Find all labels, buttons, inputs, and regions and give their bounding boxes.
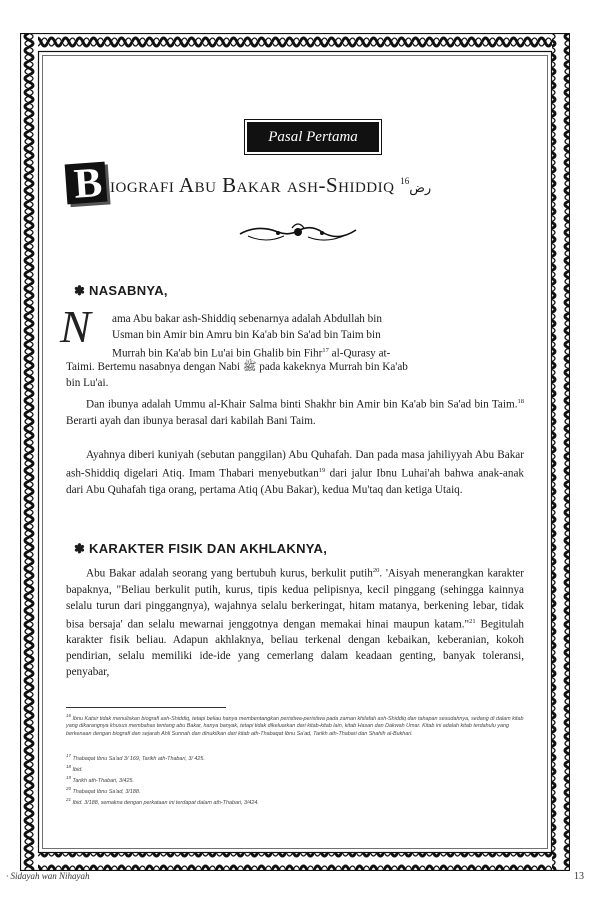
footnote-ref: 17 — [322, 347, 329, 354]
paragraph-line: Usman bin Amir bin Amru bin Ka'ab bin Sa'ad bin Taim bin — [112, 329, 381, 341]
title-text — [110, 173, 431, 198]
paragraph-line-text: Murrah bin Ka'ab bin Lu'ai bin Ghalib bin Fihr — [112, 347, 323, 360]
flourish-ornament-icon — [238, 222, 358, 246]
title-honorific: رض — [409, 180, 432, 195]
page-number: 13 — [574, 871, 584, 882]
footnote-ref: 20 — [372, 567, 380, 574]
paragraph-text: Abu Bakar adalah seorang yang bertubuh kurus, berkulit putih — [86, 567, 373, 580]
paragraph — [66, 394, 524, 429]
footnote-separator — [66, 707, 226, 708]
paragraph-line: ama Abu bakar ash-Shiddiq sebenarnya adalah Abdullah bin — [112, 313, 382, 325]
paragraph-line: bin Lu'ai. — [66, 377, 109, 389]
footnote — [66, 752, 526, 763]
chapter-title — [66, 159, 536, 213]
chapter-banner: Pasal Pertama — [247, 122, 379, 152]
footnote-number: 19 — [66, 775, 72, 780]
paragraph-text: . 'Aisyah menerangkan karakter bapaknya, "Beliau berkulit putih, kurus, tipis kedua pelipisnya, kecil pinggang (sehingga kainnya selalu turun dari pinggangnya), wajahnya selalu berkeringat, hitam matanya, berkening lebar, tidak bisa bersaja' dan selalu mewarnai jenggotnya dengan memakai hinai maupun katam." — [66, 567, 524, 631]
footnote-number: 16 — [66, 713, 72, 718]
flower-bullet-icon: ✽ — [74, 541, 86, 556]
footnote — [66, 774, 526, 785]
footnote-ref: 19 — [318, 467, 326, 474]
paragraph-line-tail: al-Qurasy at- — [328, 347, 391, 360]
footnote-text: Tarikh ath-Thabari, 3/425. — [72, 777, 135, 784]
footnote — [66, 785, 526, 796]
section-heading-text: NASABNYA, — [89, 283, 168, 298]
footnote-number: 20 — [66, 786, 72, 791]
paragraph-text: Dan ibunya adalah Ummu al-Khair Salma binti Shakhr bin Amir bin Ka'ab bin Sa'ad bin Taim. — [86, 398, 518, 411]
footnote — [66, 796, 526, 807]
footnote-text: Thabaqat Ibnu Sa'ad 3/ 169, Tarikh ath-Thabari, 3/ 425. — [72, 755, 205, 762]
footnote-number: 17 — [66, 753, 72, 758]
running-footer: · Sidayah wan Nihayah — [6, 871, 90, 881]
section-heading-text: KARAKTER FISIK DAN AKHLAKNYA, — [89, 541, 328, 556]
section-heading-karakter — [74, 541, 327, 557]
title-dropcap: B — [72, 159, 104, 208]
paragraph-text: Begitulah karakter fisik beliau. Adapun akhlaknya, beliau terkenal dengan kebaikan, keberanian, kokoh pendirian, selalu memiliki ide-ide yang cemerlang dalam keadaan genting, banyak toleransi, penyabar, — [66, 618, 524, 679]
paragraph-text: Ayahnya diberi kuniyah (sebutan panggilan) Abu Quhafah. Dan pada masa jahiliyyah Abu Bakar ash-Shiddiq digelari Atiq. Imam Thabari menyebutkan — [66, 449, 524, 480]
title-rest: iografi Abu Bakar ash-Shiddiq — [110, 173, 395, 197]
paragraph-line: Taimi. Bertemu nasabnya dengan Nabi ﷺ pada kakeknya Murrah bin Ka'ab — [66, 361, 408, 373]
section-heading-nasab — [74, 283, 168, 299]
paragraph — [66, 447, 524, 498]
footnote-text: Ibid. 3/188, semakna dengan perkataan ini terdapat dalam ath-Thabari, 3/424. — [72, 799, 259, 806]
footnote-text: Ibid. — [72, 766, 83, 773]
footnote — [66, 763, 526, 774]
footnote — [66, 712, 526, 739]
footnote-ref: 21 — [469, 617, 476, 625]
flower-bullet-icon: ✽ — [74, 283, 86, 298]
footnote-ref: 18 — [517, 398, 524, 405]
footnote-number: 21 — [66, 797, 72, 802]
paragraph-dropcap: N — [60, 301, 91, 352]
paragraph-text: Berarti ayah dan ibunya berasal dari kabilah Bani Taim. — [66, 414, 316, 427]
footnote-text: Thabaqat Ibnu Sa'ad, 3/188. — [72, 788, 141, 795]
title-dropcap-box — [65, 159, 108, 208]
footnote-text: Ibnu Katsir tidak menuliskan biografi ash-Shiddiq, tetapi beliau hanya membentangkan peristiwa-peristiwa pada zaman khilafah ash-Shiddiq dan tahapan sesudahnya, sedang di dalam kitab yang dikarangnya khusus membahas tentang abu Bakar, hanya banyak, tetapi tidak dikeluarkan dari kitab-kitab lain, kitab Hasan dan Dakwah Umar. Kitab ini adalah kitab terdahulu yang berkenaan dengan biografi dan sejarah Ahli Sunnah dan dinukilkan dari kitab ath-Thabaqat Ibnu Sa'ad, Tarikh ath-Thabari dan Shahih al-Bukhari. — [66, 715, 524, 737]
title-footnote-ref: 16 — [400, 176, 410, 186]
paragraph-text: dari jalur Ibnu Luhai'ah bahwa anak-anak dari Abu Quhafah tiga orang, pertama Atiq (Abu Bakar), kedua Mu'taq dan ketiga Utaiq. — [66, 467, 525, 496]
paragraph — [66, 563, 524, 680]
footnote-number: 18 — [66, 764, 72, 769]
